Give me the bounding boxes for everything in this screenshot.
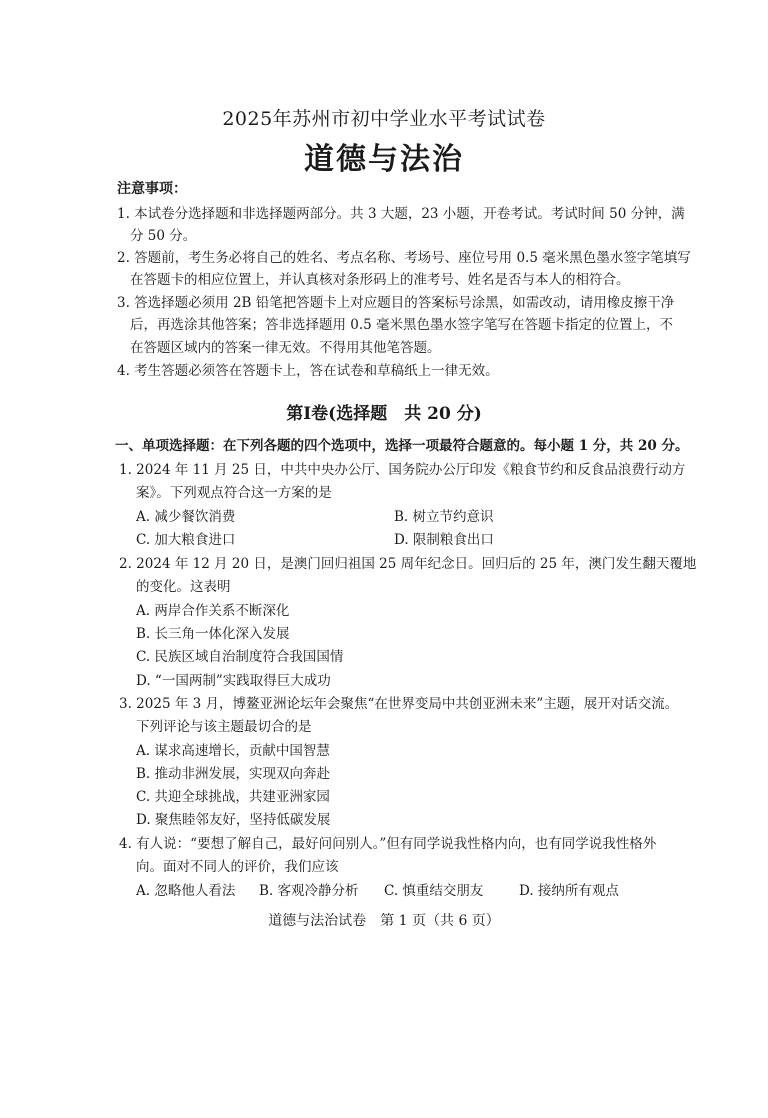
notice-line: 2. 答题前，考生务必将自己的姓名、考点名称、考场号、座位号用 0.5 毫米黑色墨水签字笔填写 xyxy=(117,250,691,266)
option-c: C. 民族区域自治制度符合我国国情 xyxy=(136,649,344,665)
option-b: B. 推动非洲发展，实现双向奔赴 xyxy=(136,766,331,782)
question-stem: 3. 2025 年 3 月，博鳌亚洲论坛年会聚焦“在世界变局中共创亚洲未来”主题，展开对话交流。 xyxy=(119,696,679,712)
notice-line: 后，再选涂其他答案；答非选择题用 0.5 毫米黑色墨水签字笔写在答题卡指定的位置上，不 xyxy=(130,317,674,333)
question-stem: 向。面对不同人的评价，我们应该 xyxy=(136,859,339,875)
question-stem: 案》。下列观点符合这一方案的是 xyxy=(136,485,332,501)
option-a: A. 减少餐饮消费 xyxy=(136,509,236,525)
option-b: B. 客观冷静分析 xyxy=(259,883,359,899)
question-stem: 2. 2024 年 12 月 20 日，是澳门回归祖国 25 周年纪念日。回归后的 25 年，澳门发生翻天覆地 xyxy=(119,556,697,572)
question-stem: 1. 2024 年 11 月 25 日，中共中央办公厅、国务院办公厅印发《粮食节约和反食品浪费行动方 xyxy=(119,462,686,478)
option-d: D. “一国两制”实践取得巨大成功 xyxy=(136,673,331,689)
notice-heading: 注意事项： xyxy=(117,181,187,197)
question-stem: 下列评论与该主题最切合的是 xyxy=(136,719,312,735)
notice-line: 在答题卡的相应位置上，并认真核对条形码上的准考号、姓名是否与本人的相符合。 xyxy=(130,272,630,288)
exam-title: 2025年苏州市初中学业水平考试试卷 xyxy=(222,108,546,130)
option-c: C. 共迎全球挑战，共建亚洲家园 xyxy=(136,789,330,805)
question-stem: 的变化。这表明 xyxy=(136,579,231,595)
section-heading: 第Ⅰ卷(选择题 共 20 分) xyxy=(286,404,482,424)
option-d: D. 限制粮食出口 xyxy=(394,532,494,548)
notice-line: 1. 本试卷分选择题和非选择题两部分。共 3 大题，23 小题，开卷考试。考试时间 50 分钟，满 xyxy=(117,206,685,222)
option-d: D. 接纳所有观点 xyxy=(519,883,619,899)
subject-title: 道德与法治 xyxy=(304,142,464,177)
notice-line: 在答题区域内的答案一律无效。不得用其他笔答题。 xyxy=(130,340,441,356)
part-heading: 一、单项选择题：在下列各题的四个选项中，选择一项最符合题意的。每小题 1 分，共 20 分。 xyxy=(115,438,689,454)
page-footer: 道德与法治试卷 第 1 页（共 6 页） xyxy=(268,913,500,929)
notice-line: 4. 考生答题必须答在答题卡上，答在试卷和草稿纸上一律无效。 xyxy=(117,363,499,379)
option-c: C. 加大粮食进口 xyxy=(136,532,236,548)
option-a: A. 忽略他人看法 xyxy=(136,883,236,899)
option-b: B. 长三角一体化深入发展 xyxy=(136,626,290,642)
notice-line: 分 50 分。 xyxy=(130,228,197,244)
notice-line: 3. 答选择题必须用 2B 铅笔把答题卡上对应题目的答案标号涂黑，如需改动，请用橡皮擦干净 xyxy=(117,295,675,311)
option-d: D. 聚焦睦邻友好，坚持低碳发展 xyxy=(136,812,331,828)
option-a: A. 两岸合作关系不断深化 xyxy=(136,603,290,619)
option-b: B. 树立节约意识 xyxy=(394,509,494,525)
option-a: A. 谋求高速增长，贡献中国智慧 xyxy=(136,743,330,759)
option-c: C. 慎重结交朋友 xyxy=(384,883,484,899)
question-stem: 4. 有人说：“要想了解自己，最好问问别人。”但有同学说我性格内向，也有同学说我性格外 xyxy=(119,836,657,852)
